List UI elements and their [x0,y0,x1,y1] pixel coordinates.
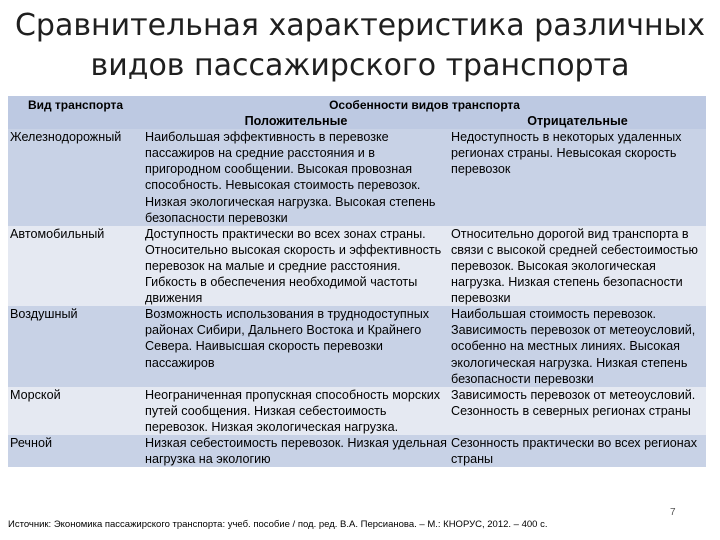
row-negative: Сезонность практически во всех регионах страны [449,435,706,467]
row-name: Морской [8,387,143,435]
row-positive: Низкая себестоимость перевозок. Низкая удельная нагрузка на экологию [143,435,449,467]
header-positive: Положительные [143,113,449,129]
header-transport-type: Вид транспорта [8,96,143,129]
row-positive: Неограниченная пропускная способность морских путей сообщения. Низкая себестоимость перевозок. Низкая экологическая нагрузка. [143,387,449,435]
table-row [8,387,706,435]
row-positive: Доступность практически во всех зонах страны. Относительно высокая скорость и эффективность перевозок на малые и средние расстояния. Гибкость в обеспечения необходимой частоты движения [143,226,449,306]
slide-title-line-2: видов пассажирского транспорта [90,48,630,83]
comparison-table [8,96,706,467]
row-negative: Недоступность в некоторых удаленных регионах страны. Невысокая скорость перевозок [449,129,706,226]
slide-title-line-1: Сравнительная характеристика различных [14,8,706,43]
slide-title [0,6,720,86]
row-negative: Зависимость перевозок от метеоусловий. Сезонность в северных регионах страны [449,387,706,435]
page-number: 7 [670,507,676,518]
row-name: Воздушный [8,306,143,386]
table-row [8,435,706,467]
header-features: Особенности видов транспорта [143,96,706,113]
source-citation: Источник: Экономика пассажирского транспорта: учеб. пособие / под. ред. В.А. Персианова. – М.: КНОРУС, 2012. – 400 с. [8,519,548,530]
table-row [8,226,706,306]
header-negative: Отрицательные [449,113,706,129]
table-row [8,129,706,226]
table-row [8,306,706,386]
row-negative: Относительно дорогой вид транспорта в связи с высокой средней себестоимостью перевозок. Высокая экологическая нагрузка. Низкая степень безопасности перевозки [449,226,706,306]
row-name: Автомобильный [8,226,143,306]
row-positive: Наибольшая эффективность в перевозке пассажиров на средние расстояния и в пригородном сообщении. Высокая провозная способность. Невысокая стоимость перевозок. Низкая экологическая нагрузка. Высокая степень безопасности перевозки [143,129,449,226]
row-positive: Возможность использования в труднодоступных районах Сибири, Дальнего Востока и Крайнего Севера. Наивысшая скорость перевозки пассажиров [143,306,449,386]
table-header-row [8,96,706,113]
row-negative: Наибольшая стоимость перевозок. Зависимость перевозок от метеоусловий, особенно на местных линиях. Высокая экологическая нагрузка. Низкая степень безопасности перевозки [449,306,706,386]
row-name: Железнодорожный [8,129,143,226]
row-name: Речной [8,435,143,467]
